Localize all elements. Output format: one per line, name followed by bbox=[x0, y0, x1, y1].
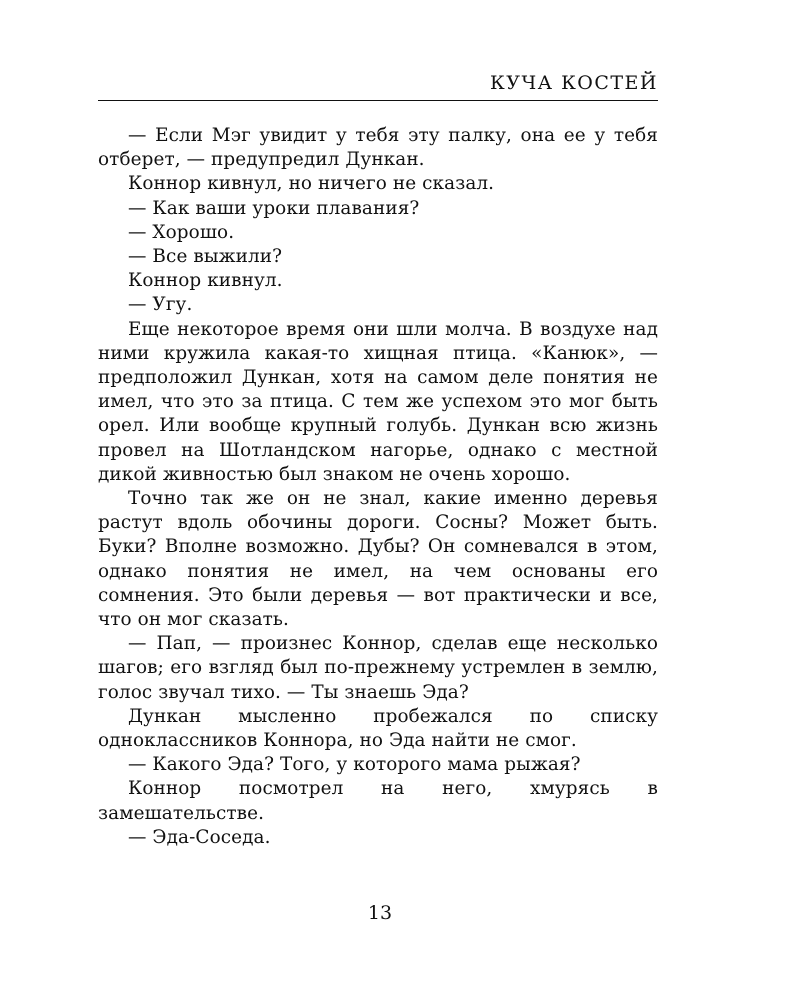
paragraph: — Эда-Соседа. bbox=[128, 826, 271, 848]
paragraph: Коннор кивнул. bbox=[128, 270, 283, 292]
page-number: 13 bbox=[367, 902, 393, 924]
paragraph: Точно так же он не знал, какие именно деревья растут вдоль обочины дороги. Сосны? Может быть. Буки? Вполне возможно. Дубы? Он сомневался в этом, однако понятия не имел, на чем основаны его сомнения. Это были деревья — вот практически и все, что он мог сказать. bbox=[98, 488, 658, 631]
paragraph: Еще некоторое время они шли молча. В воздухе над ними кружила какая-то хищная птица. «Канюк», — предположил Дункан, хотя на самом деле понятия не имел, что это за птица. С тем же успехом это мог быть орел. Или вообще крупный голубь. Дункан всю жизнь провел на Шотландском нагорье, однако с местной дикой живностью был знаком не очень хорошо. bbox=[98, 318, 658, 485]
body-text bbox=[98, 124, 658, 850]
paragraph: — Как ваши уроки плавания? bbox=[128, 197, 420, 219]
paragraph: — Пап, — произнес Коннор, сделав еще несколько шагов; его взгляд был по-прежнему устремлен в землю, голос звучал тихо. — Ты знаешь Эда? bbox=[98, 633, 658, 703]
paragraph: — Какого Эда? Того, у которого мама рыжая? bbox=[128, 754, 581, 776]
paragraph: — Все выжили? bbox=[128, 246, 283, 268]
paragraph: — Если Мэг увидит у тебя эту палку, она ее у тебя отберет, — предупредил Дункан. bbox=[98, 125, 658, 171]
paragraph: Дункан мысленно пробежался по списку одноклассников Коннора, но Эда найти не смог. bbox=[98, 705, 658, 752]
paragraph: — Хорошо. bbox=[128, 221, 235, 243]
paragraph: Коннор посмотрел на него, хмурясь в замешательстве. bbox=[98, 778, 658, 824]
header-rule bbox=[98, 100, 658, 101]
paragraph: Коннор кивнул, но ничего не сказал. bbox=[128, 173, 495, 195]
paragraph: — Угу. bbox=[128, 294, 193, 316]
running-title: КУЧА КОСТЕЙ bbox=[490, 72, 658, 94]
